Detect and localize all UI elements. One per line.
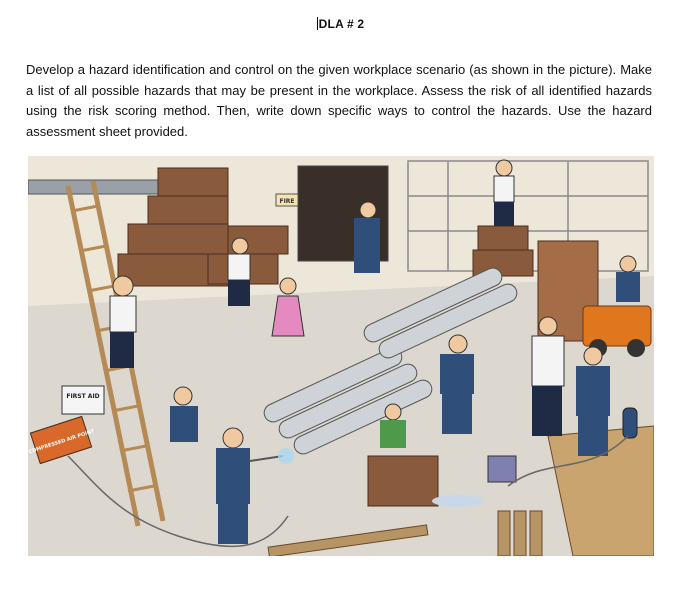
wooden-crate <box>368 456 438 506</box>
first-aid-sign-text: FIRST AID <box>66 393 100 400</box>
worker-on-pedestal <box>494 160 514 226</box>
document-title <box>0 17 681 31</box>
instructions-paragraph: Develop a hazard identification and control on the given workplace scenario (as shown in the picture). Make a list of all possible hazards that may be present in the workplace. Assess the risk of all identified hazards using the risk scoring method. Then, write down specific ways to control the hazards. Use the hazard assessment sheet provided. <box>26 62 652 139</box>
door-sign-text: FIRE <box>279 198 295 205</box>
workplace-scenario-illustration <box>28 156 654 556</box>
first-aid-box <box>62 386 104 414</box>
forklift-driver <box>616 256 640 302</box>
crate-pedestal <box>473 226 533 276</box>
compressed-air-sign-text: COMPRESSED AIR POINT <box>28 428 96 456</box>
text-cursor <box>317 17 318 30</box>
gas-cylinder <box>623 408 637 438</box>
title-text: DLA # 2 <box>318 17 365 31</box>
bucket <box>488 456 516 482</box>
floor-spill <box>432 495 484 507</box>
worker-on-ladder <box>110 276 136 368</box>
